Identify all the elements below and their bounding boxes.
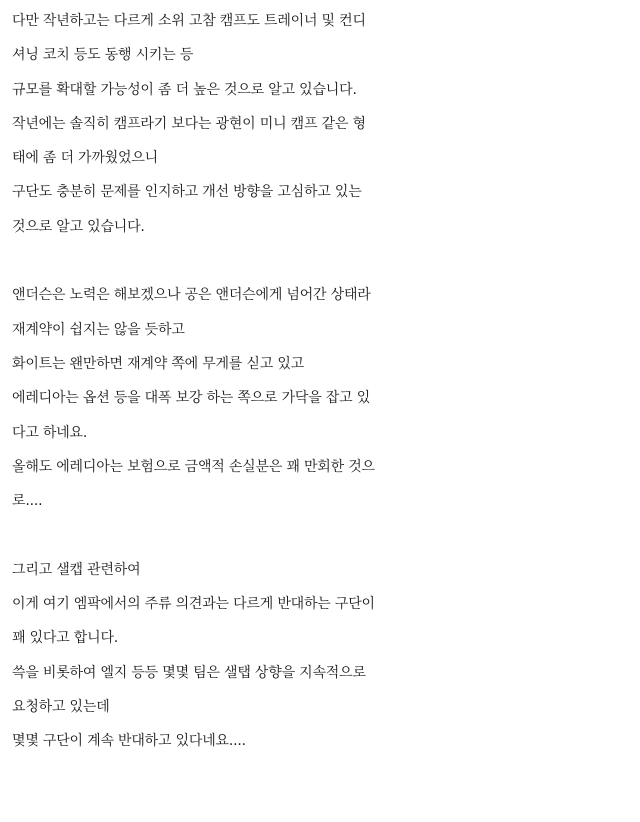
text-line: 것으로 알고 있습니다. (12, 218, 145, 235)
text-line: 쓱을 비롯하여 엘지 등등 몇몇 팀은 샐탭 상향을 지속적으로 (12, 664, 366, 681)
text-line: 앤더슨은 노력은 해보겠으나 공은 앤더슨에게 넘어간 상태라 (12, 287, 371, 304)
text-line: 구단도 충분히 문제를 인지하고 개선 방향을 고심하고 있는 (12, 184, 362, 201)
text-line: 셔닝 코치 등도 동행 시키는 등 (12, 47, 194, 64)
text-line: 태에 좀 더 가까웠었으니 (12, 150, 158, 167)
text-line: 화이트는 왠만하면 재계약 쪽에 무게를 싣고 있고 (12, 355, 304, 372)
text-line: 작년에는 솔직히 캠프라기 보다는 광현이 미니 캠프 같은 형 (12, 115, 366, 132)
paragraph-spacer (12, 518, 632, 552)
text-line: 에레디아는 옵션 등을 대폭 보강 하는 쪽으로 가닥을 잡고 있 (12, 390, 371, 407)
text-line: 규모를 확대할 가능성이 좀 더 높은 것으로 알고 있습니다. (12, 81, 357, 98)
text-line: 다고 하네요. (12, 424, 88, 441)
post-body (12, 4, 632, 759)
paragraph-foreign-players (12, 278, 632, 518)
text-line: 꽤 있다고 합니다. (12, 630, 119, 647)
text-line: 로.... (12, 493, 43, 510)
text-line: 그리고 샐캡 관련하여 (12, 561, 141, 578)
text-line: 몇몇 구단이 계속 반대하고 있다네요.... (12, 733, 246, 750)
text-line: 올해도 에레디아는 보험으로 금액적 손실분은 꽤 만회한 것으 (12, 458, 375, 475)
text-line: 요청하고 있는데 (12, 698, 110, 715)
paragraph-spacer (12, 244, 632, 278)
paragraph-salary-cap (12, 553, 632, 759)
text-line: 다만 작년하고는 다르게 소위 고참 캠프도 트레이너 및 컨디 (12, 13, 366, 29)
text-line: 재계약이 쉽지는 않을 듯하고 (12, 321, 185, 338)
paragraph-camp (12, 4, 632, 244)
text-line: 이게 여기 엠팍에서의 주류 의견과는 다르게 반대하는 구단이 (12, 596, 375, 613)
